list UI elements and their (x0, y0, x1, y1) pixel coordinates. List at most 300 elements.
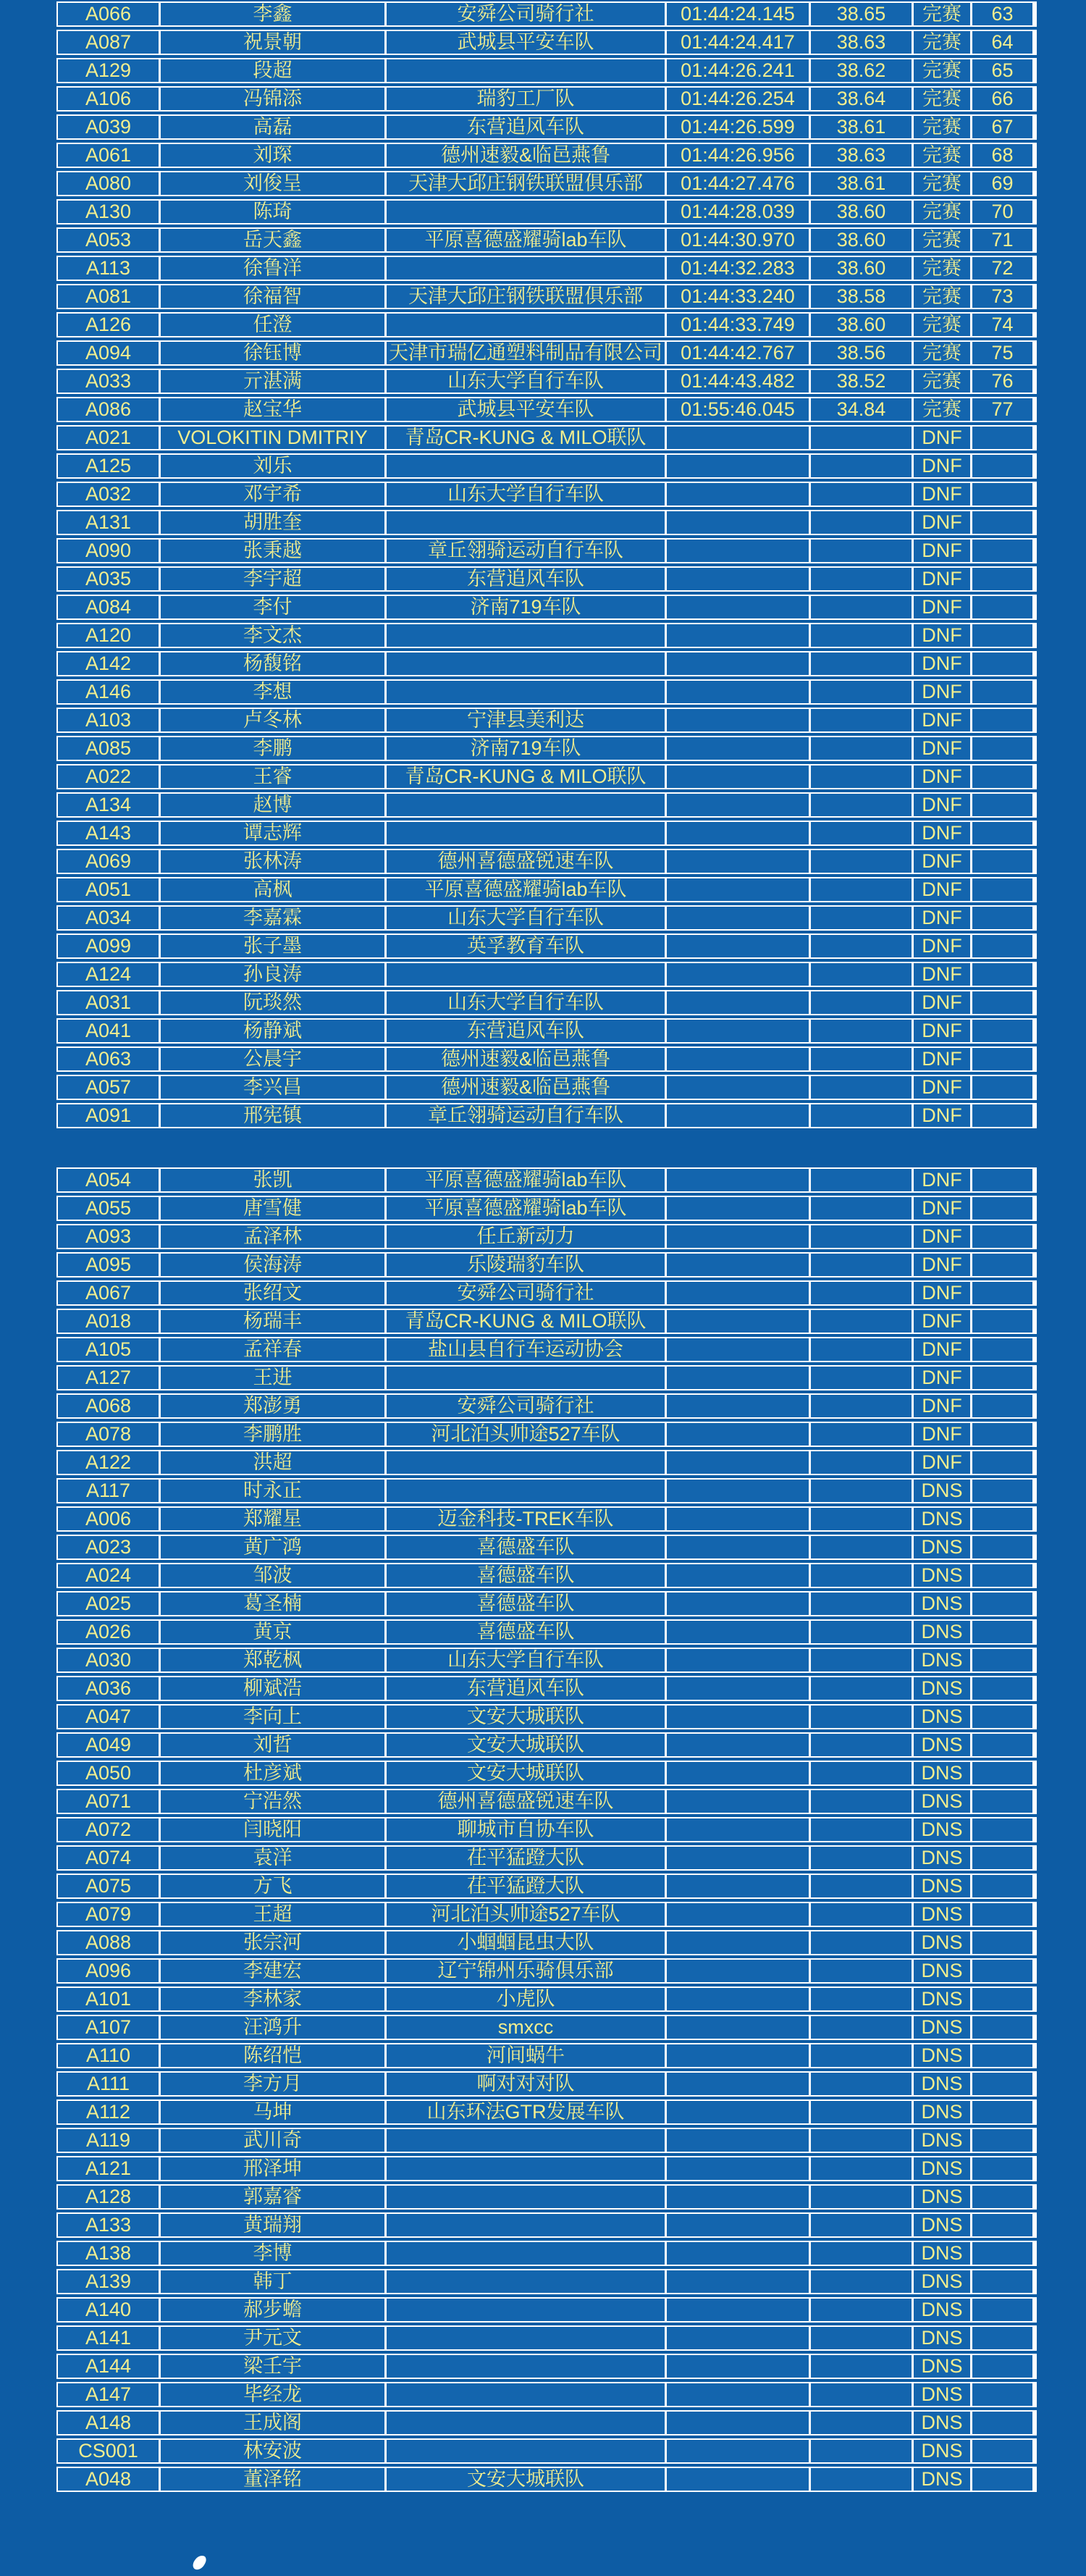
id-cell: A131 (58, 511, 159, 534)
status-cell: DNS (914, 1875, 970, 1897)
rank-cell (972, 822, 1032, 844)
rank-cell (972, 1988, 1032, 2010)
time-cell (667, 709, 809, 731)
id-cell: A057 (58, 1076, 159, 1099)
table-row (56, 510, 1037, 535)
rank-cell: 69 (972, 172, 1032, 195)
team-cell: 啊对对对队 (387, 2073, 665, 2095)
name-cell: 黄广鸿 (161, 1536, 384, 1558)
id-cell: A053 (58, 229, 159, 251)
speed-cell (811, 511, 912, 534)
status-cell: DNS (914, 2468, 970, 2491)
rank-cell (972, 935, 1032, 957)
status-cell: DNS (914, 1790, 970, 1813)
speed-cell (811, 2101, 912, 2123)
id-cell: A133 (58, 2214, 159, 2236)
id-cell: A120 (58, 624, 159, 647)
status-cell: 完赛 (914, 370, 970, 393)
team-cell: 安舜公司骑行社 (387, 1282, 665, 1304)
speed-cell (811, 455, 912, 477)
name-cell: 黄瑞翔 (161, 2214, 384, 2236)
team-cell: 小蝈蝈昆虫大队 (387, 1931, 665, 1954)
status-cell: DNF (914, 511, 970, 534)
team-cell: 茌平猛蹬大队 (387, 1847, 665, 1869)
rank-cell (972, 2355, 1032, 2378)
speed-cell (811, 1762, 912, 1784)
rank-cell (972, 596, 1032, 618)
id-cell: A119 (58, 2129, 159, 2152)
speed-cell (811, 2440, 912, 2462)
team-cell: 平原喜德盛耀骑lab车队 (387, 229, 665, 251)
status-cell: 完赛 (914, 31, 970, 54)
status-cell: 完赛 (914, 285, 970, 308)
name-cell: 董泽铭 (161, 2468, 384, 2491)
team-cell: 青岛CR-KUNG & MILO联队 (387, 427, 665, 449)
time-cell: 01:44:26.599 (667, 116, 809, 138)
speed-cell: 38.58 (811, 285, 912, 308)
id-cell: A074 (58, 1847, 159, 1869)
table-row (56, 114, 1037, 140)
time-cell: 01:44:30.970 (667, 229, 809, 251)
name-cell: 王睿 (161, 765, 384, 788)
name-cell: 张宗河 (161, 1931, 384, 1954)
time-cell (667, 1338, 809, 1361)
rank-cell: 74 (972, 314, 1032, 336)
id-cell: A075 (58, 1875, 159, 1897)
rank-cell: 64 (972, 31, 1032, 54)
team-cell: 英孚教育车队 (387, 935, 665, 957)
time-cell (667, 822, 809, 844)
rank-cell (972, 2101, 1032, 2123)
name-cell: 胡胜奎 (161, 511, 384, 534)
speed-cell (811, 1480, 912, 1502)
time-cell (667, 878, 809, 901)
status-cell: DNS (914, 1988, 970, 2010)
table-row (56, 792, 1037, 818)
speed-cell (811, 1564, 912, 1587)
name-cell: 汪鸿升 (161, 2016, 384, 2039)
status-cell: 完赛 (914, 342, 970, 364)
name-cell: 宁浩然 (161, 1790, 384, 1813)
id-cell: A078 (58, 1423, 159, 1446)
id-cell: A125 (58, 455, 159, 477)
name-cell: 卢冬林 (161, 709, 384, 731)
team-cell: 武城县平安车队 (387, 31, 665, 54)
table-row (56, 1393, 1037, 1419)
team-cell: 天津市瑞亿通塑料制品有限公司 (387, 342, 665, 364)
rank-cell (972, 1169, 1032, 1191)
team-cell: 盐山县自行车运动协会 (387, 1338, 665, 1361)
name-cell: 孟祥春 (161, 1338, 384, 1361)
name-cell: 刘哲 (161, 1734, 384, 1756)
rank-cell (972, 483, 1032, 505)
rank-cell (972, 1790, 1032, 1813)
table-row (56, 990, 1037, 1015)
rank-cell (972, 1649, 1032, 1671)
time-cell (667, 455, 809, 477)
speed-cell (811, 1536, 912, 1558)
time-cell (667, 907, 809, 929)
speed-cell (811, 2129, 912, 2152)
speed-cell (811, 1593, 912, 1615)
id-cell: A036 (58, 1677, 159, 1700)
status-cell: DNF (914, 1310, 970, 1333)
status-cell: DNS (914, 2270, 970, 2293)
name-cell: 段超 (161, 59, 384, 82)
team-cell: 青岛CR-KUNG & MILO联队 (387, 1310, 665, 1333)
speed-cell: 38.60 (811, 314, 912, 336)
rank-cell (972, 511, 1032, 534)
id-cell: A080 (58, 172, 159, 195)
table-row (56, 595, 1037, 620)
time-cell: 01:44:33.240 (667, 285, 809, 308)
table-row (56, 1648, 1037, 1673)
speed-cell (811, 1367, 912, 1389)
rank-cell (972, 1197, 1032, 1220)
rank-cell (972, 568, 1032, 590)
rank-cell (972, 455, 1032, 477)
speed-cell (811, 2383, 912, 2406)
id-cell: A085 (58, 737, 159, 760)
results-table-upper (56, 1, 1037, 1131)
speed-cell (811, 2468, 912, 2491)
table-row (56, 1817, 1037, 1842)
time-cell: 01:44:28.039 (667, 201, 809, 223)
team-cell: 天津大邱庄钢铁联盟俱乐部 (387, 172, 665, 195)
id-cell: A090 (58, 540, 159, 562)
id-cell: A130 (58, 201, 159, 223)
id-cell: A026 (58, 1621, 159, 1643)
status-cell: 完赛 (914, 398, 970, 421)
rank-cell (972, 1310, 1032, 1333)
time-cell (667, 794, 809, 816)
name-cell: 冯锦添 (161, 88, 384, 110)
team-cell: 东营追风车队 (387, 1677, 665, 1700)
time-cell: 01:55:46.045 (667, 398, 809, 421)
id-cell: CS001 (58, 2440, 159, 2462)
rank-cell (972, 1677, 1032, 1700)
time-cell (667, 1536, 809, 1558)
name-cell: 尹元文 (161, 2327, 384, 2349)
team-cell: 聊城市自协车队 (387, 1818, 665, 1841)
speed-cell (811, 1790, 912, 1813)
speed-cell (811, 963, 912, 986)
status-cell: DNF (914, 540, 970, 562)
table-row (56, 199, 1037, 225)
speed-cell (811, 2016, 912, 2039)
status-cell: DNF (914, 1395, 970, 1417)
name-cell: 洪超 (161, 1451, 384, 1474)
rank-cell (972, 1225, 1032, 1248)
table-row (56, 1365, 1037, 1390)
time-cell (667, 2270, 809, 2293)
time-cell (667, 653, 809, 675)
rank-cell (972, 1536, 1032, 1558)
id-cell: A143 (58, 822, 159, 844)
rank-cell (972, 794, 1032, 816)
team-cell (387, 653, 665, 675)
name-cell: 郭嘉睿 (161, 2186, 384, 2208)
id-cell: A047 (58, 1706, 159, 1728)
team-cell (387, 2157, 665, 2180)
id-cell: A069 (58, 850, 159, 873)
time-cell (667, 2327, 809, 2349)
time-cell (667, 1847, 809, 1869)
status-cell: DNS (914, 2129, 970, 2152)
time-cell (667, 1621, 809, 1643)
status-cell: DNS (914, 1903, 970, 1926)
id-cell: A055 (58, 1197, 159, 1220)
rank-cell (972, 907, 1032, 929)
team-cell: 喜德盛车队 (387, 1564, 665, 1587)
speed-cell: 38.62 (811, 59, 912, 82)
status-cell: DNF (914, 1254, 970, 1276)
name-cell: 李付 (161, 596, 384, 618)
id-cell: A088 (58, 1931, 159, 1954)
name-cell: 唐雪健 (161, 1197, 384, 1220)
speed-cell: 38.61 (811, 116, 912, 138)
rank-cell (972, 2073, 1032, 2095)
id-cell: A018 (58, 1310, 159, 1333)
status-cell: DNF (914, 907, 970, 929)
team-cell (387, 963, 665, 986)
time-cell (667, 2016, 809, 2039)
id-cell: A095 (58, 1254, 159, 1276)
team-cell: 瑞豹工厂队 (387, 88, 665, 110)
time-cell (667, 1988, 809, 2010)
table-row (56, 284, 1037, 309)
status-cell: DNS (914, 2157, 970, 2180)
name-cell: 祝景朝 (161, 31, 384, 54)
speed-cell (811, 2242, 912, 2265)
table-row (56, 1422, 1037, 1447)
id-cell: A111 (58, 2073, 159, 2095)
team-cell: 济南719车队 (387, 737, 665, 760)
speed-cell (811, 681, 912, 703)
team-cell: 安舜公司骑行社 (387, 1395, 665, 1417)
name-cell: 赵宝华 (161, 398, 384, 421)
rank-cell: 76 (972, 370, 1032, 393)
table-row (56, 2382, 1037, 2407)
time-cell: 01:44:26.956 (667, 144, 809, 167)
name-cell: 高枫 (161, 878, 384, 901)
id-cell: A023 (58, 1536, 159, 1558)
name-cell: 阮琰然 (161, 991, 384, 1014)
time-cell (667, 963, 809, 986)
status-cell: 完赛 (914, 201, 970, 223)
team-cell (387, 314, 665, 336)
name-cell: 郑耀星 (161, 1508, 384, 1530)
name-cell: 李建宏 (161, 1960, 384, 1982)
time-cell (667, 1395, 809, 1417)
id-cell: A091 (58, 1104, 159, 1127)
status-cell: DNF (914, 963, 970, 986)
team-cell (387, 2355, 665, 2378)
time-cell: 01:44:26.254 (667, 88, 809, 110)
rank-cell (972, 2129, 1032, 2152)
rank-cell (972, 991, 1032, 1014)
team-cell: 青岛CR-KUNG & MILO联队 (387, 765, 665, 788)
id-cell: A147 (58, 2383, 159, 2406)
table-row (56, 482, 1037, 507)
time-cell (667, 1593, 809, 1615)
table-row (56, 2269, 1037, 2294)
rank-cell: 66 (972, 88, 1032, 110)
table-row (56, 2241, 1037, 2266)
table-row (56, 2015, 1037, 2040)
table-row (56, 2325, 1037, 2351)
table-row (56, 1018, 1037, 1044)
table-row (56, 1930, 1037, 1955)
id-cell: A129 (58, 59, 159, 82)
name-cell: 张绍文 (161, 1282, 384, 1304)
team-cell: 小虎队 (387, 1988, 665, 2010)
team-cell: 宁津县美利达 (387, 709, 665, 731)
name-cell: 李博 (161, 2242, 384, 2265)
name-cell: 葛圣楠 (161, 1593, 384, 1615)
table-row (56, 566, 1037, 592)
table-row (56, 2071, 1037, 2097)
time-cell (667, 540, 809, 562)
table-row (56, 1103, 1037, 1128)
speed-cell (811, 2412, 912, 2434)
time-cell (667, 1903, 809, 1926)
table-row (56, 2099, 1037, 2125)
speed-cell (811, 1875, 912, 1897)
rank-cell (972, 2383, 1032, 2406)
table-row (56, 312, 1037, 337)
id-cell: A096 (58, 1960, 159, 1982)
status-cell: DNS (914, 1931, 970, 1954)
id-cell: A099 (58, 935, 159, 957)
rank-cell: 75 (972, 342, 1032, 364)
team-cell (387, 822, 665, 844)
status-cell: DNS (914, 2383, 970, 2406)
time-cell (667, 737, 809, 760)
rank-cell (972, 850, 1032, 873)
team-cell (387, 1480, 665, 1502)
name-cell: 高磊 (161, 116, 384, 138)
status-cell: DNS (914, 1480, 970, 1502)
rank-cell (972, 1020, 1032, 1042)
time-cell (667, 2412, 809, 2434)
speed-cell (811, 2299, 912, 2321)
id-cell: A140 (58, 2299, 159, 2321)
speed-cell: 34.84 (811, 398, 912, 421)
name-cell: 杨瑞丰 (161, 1310, 384, 1333)
time-cell (667, 1762, 809, 1784)
time-cell (667, 1367, 809, 1389)
id-cell: A113 (58, 257, 159, 280)
name-cell: 邹波 (161, 1564, 384, 1587)
speed-cell (811, 1931, 912, 1954)
name-cell: VOLOKITIN DMITRIY (161, 427, 384, 449)
table-row (56, 453, 1037, 479)
status-cell: DNF (914, 1367, 970, 1389)
id-cell: A138 (58, 2242, 159, 2265)
name-cell: 赵博 (161, 794, 384, 816)
team-cell (387, 2242, 665, 2265)
rank-cell: 68 (972, 144, 1032, 167)
status-cell: DNF (914, 737, 970, 760)
name-cell: 王成阁 (161, 2412, 384, 2434)
table-row (56, 2043, 1037, 2068)
status-cell: DNS (914, 1677, 970, 1700)
time-cell (667, 2073, 809, 2095)
name-cell: 李林家 (161, 1988, 384, 2010)
rank-cell (972, 1338, 1032, 1361)
id-cell: A006 (58, 1508, 159, 1530)
speed-cell (811, 1020, 912, 1042)
time-cell (667, 2129, 809, 2152)
table-row (56, 2467, 1037, 2492)
id-cell: A093 (58, 1225, 159, 1248)
table-row (56, 1845, 1037, 1871)
team-cell (387, 1367, 665, 1389)
status-cell: 完赛 (914, 172, 970, 195)
table-row (56, 58, 1037, 83)
team-cell: 山东大学自行车队 (387, 370, 665, 393)
speed-cell: 38.60 (811, 229, 912, 251)
id-cell: A067 (58, 1282, 159, 1304)
id-cell: A134 (58, 794, 159, 816)
status-cell: 完赛 (914, 88, 970, 110)
status-cell: 完赛 (914, 257, 970, 280)
table-row (56, 171, 1037, 196)
speed-cell (811, 1197, 912, 1220)
name-cell: 方飞 (161, 1875, 384, 1897)
speed-cell (811, 1903, 912, 1926)
team-cell: 天津大邱庄钢铁联盟俱乐部 (387, 285, 665, 308)
rank-cell (972, 1367, 1032, 1389)
table-row (56, 708, 1037, 733)
time-cell (667, 568, 809, 590)
id-cell: A035 (58, 568, 159, 590)
id-cell: A024 (58, 1564, 159, 1587)
table-row (56, 143, 1037, 168)
status-cell: DNS (914, 1508, 970, 1530)
table-row (56, 905, 1037, 931)
name-cell: 徐鲁洋 (161, 257, 384, 280)
rank-cell: 72 (972, 257, 1032, 280)
time-cell (667, 681, 809, 703)
team-cell: 武城县平安车队 (387, 398, 665, 421)
name-cell: 韩丁 (161, 2270, 384, 2293)
name-cell: 邢宪镇 (161, 1104, 384, 1127)
id-cell: A032 (58, 483, 159, 505)
rank-cell (972, 540, 1032, 562)
team-cell: 东营追风车队 (387, 1020, 665, 1042)
id-cell: A117 (58, 1480, 159, 1502)
rank-cell: 67 (972, 116, 1032, 138)
rank-cell (972, 2468, 1032, 2491)
team-cell: 德州速毅&临邑燕鲁 (387, 1048, 665, 1070)
team-cell: 文安大城联队 (387, 1706, 665, 1728)
name-cell: 李鑫 (161, 3, 384, 25)
status-cell: DNS (914, 1706, 970, 1728)
id-cell: A139 (58, 2270, 159, 2293)
team-cell: 河北泊头帅途527车队 (387, 1903, 665, 1926)
name-cell: 亓湛满 (161, 370, 384, 393)
time-cell: 01:44:27.476 (667, 172, 809, 195)
status-cell: DNF (914, 1423, 970, 1446)
name-cell: 岳天鑫 (161, 229, 384, 251)
team-cell (387, 2214, 665, 2236)
time-cell (667, 511, 809, 534)
table-row (56, 764, 1037, 789)
team-cell: 文安大城联队 (387, 1762, 665, 1784)
time-cell (667, 1734, 809, 1756)
